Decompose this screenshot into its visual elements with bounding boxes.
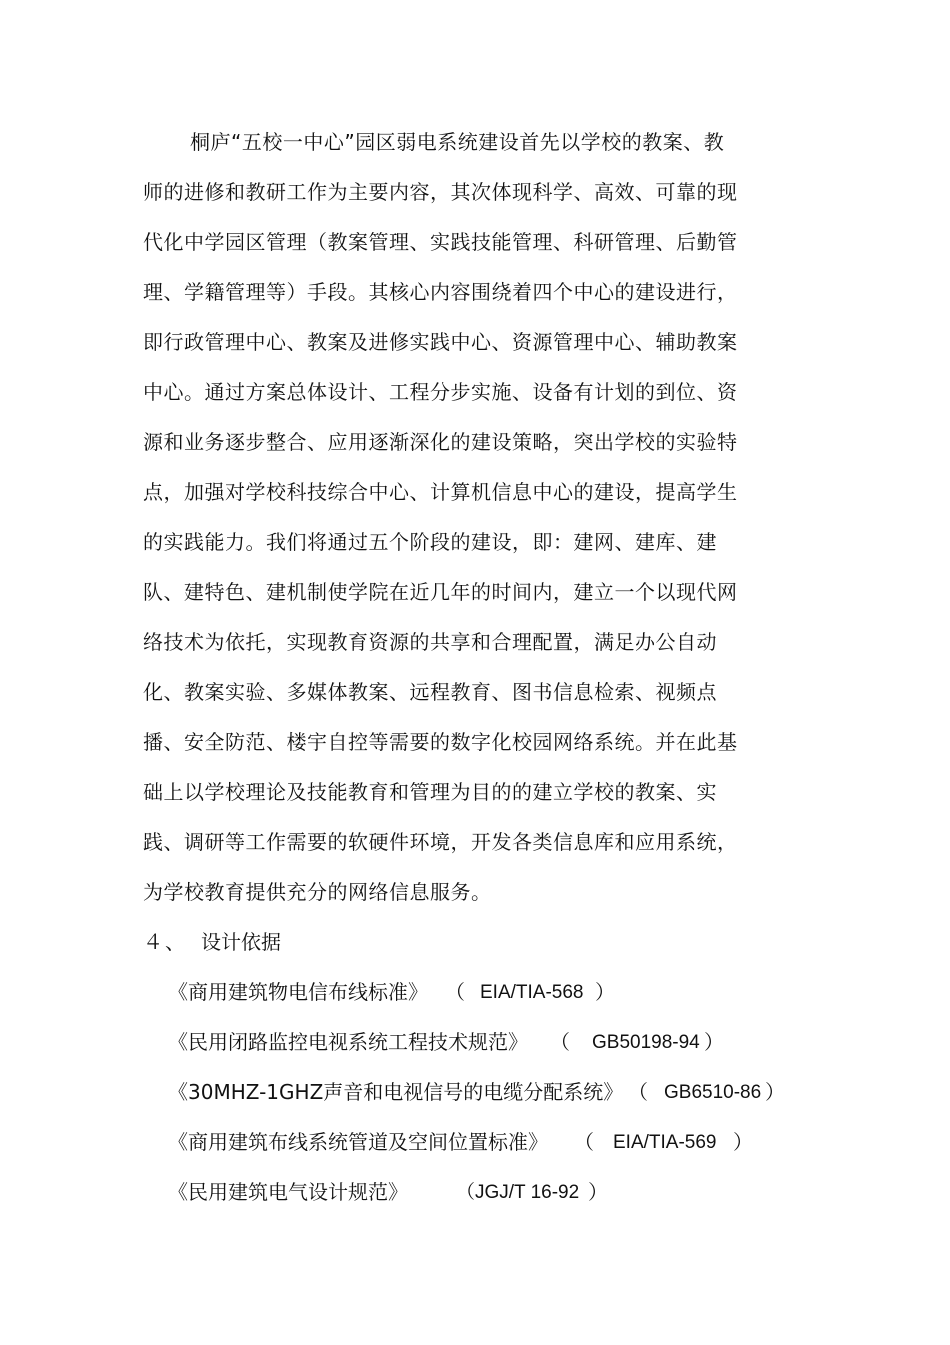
reference-code: EIA/TIA-568 — [480, 982, 584, 1003]
paragraph-line: 础上以学校理论及技能教育和管理为目的的建立学校的教案、实 — [143, 780, 717, 804]
paragraph-line: 桐庐“五校一中心”园区弱电系统建设首先以学校的教案、教 — [190, 130, 725, 154]
reference-open-paren: （ — [574, 1130, 594, 1154]
paragraph-line: 理、学籍管理等）手段。其核心内容围绕着四个中心的建设进行， — [143, 280, 738, 304]
paragraph-line: 源和业务逐步整合、应用逐渐深化的建设策略，突出学校的实验特 — [143, 430, 738, 454]
reference-close-paren: ） — [765, 1080, 785, 1104]
paragraph-line: 队、建特色、建机制使学院在近几年的时间内，建立一个以现代网 — [143, 580, 738, 604]
reference-open-paren: （ — [550, 1030, 570, 1054]
paragraph-line: 中心。通过方案总体设计、工程分步实施、设备有计划的到位、资 — [143, 380, 738, 404]
paragraph-line: 师的进修和教研工作为主要内容，其次体现科学、高效、可靠的现 — [143, 180, 738, 204]
paragraph-line: 为学校教育提供充分的网络信息服务。 — [143, 880, 492, 904]
reference-close-paren: ） — [588, 1180, 608, 1204]
reference-close-paren: ） — [733, 1130, 753, 1154]
reference-code: GB6510-86 — [664, 1082, 762, 1103]
paragraph-line: 践、调研等工作需要的软硬件环境，开发各类信息库和应用系统， — [143, 830, 738, 854]
reference-item — [168, 1029, 724, 1055]
paragraph-line: 代化中学园区管理（教案管理、实践技能管理、科研管理、后勤管 — [143, 230, 738, 254]
reference-close-paren: ） — [595, 980, 615, 1004]
reference-code: GB50198-94 — [592, 1032, 700, 1053]
reference-code: EIA/TIA-569 — [613, 1132, 717, 1153]
reference-open-paren: （ — [628, 1080, 648, 1104]
reference-item — [168, 1079, 785, 1105]
paragraph-line: 化、教案实验、多媒体教案、远程教育、图书信息检索、视频点 — [143, 680, 717, 704]
paragraph-line: 点，加强对学校科技综合中心、计算机信息中心的建设，提高学生 — [143, 480, 738, 504]
reference-open-paren: （ — [445, 980, 465, 1004]
reference-item — [168, 1179, 608, 1205]
reference-item — [168, 1129, 753, 1155]
reference-item — [168, 979, 615, 1005]
reference-title: 《民用闭路监控电视系统工程技术规范》 — [168, 1030, 528, 1054]
section-number: ４、 — [143, 930, 187, 954]
reference-title: 《商用建筑物电信布线标准》 — [168, 980, 428, 1004]
paragraph-line: 播、安全防范、楼宇自控等需要的数字化校园网络系统。并在此基 — [143, 730, 738, 754]
reference-code: （JGJ/T 16-92 — [456, 1182, 580, 1203]
reference-title: 《民用建筑电气设计规范》 — [168, 1180, 408, 1204]
section-heading — [143, 929, 281, 955]
section-title: 设计依据 — [201, 930, 281, 954]
paragraph-line: 络技术为依托，实现教育资源的共享和合理配置，满足办公自动 — [143, 630, 717, 654]
paragraph-line: 即行政管理中心、教案及进修实践中心、资源管理中心、辅助教案 — [143, 330, 738, 354]
paragraph-line: 的实践能力。我们将通过五个阶段的建设，即：建网、建库、建 — [143, 530, 717, 554]
reference-close-paren: ） — [704, 1030, 724, 1054]
reference-title: 《商用建筑布线系统管道及空间位置标准》 — [168, 1130, 548, 1154]
reference-title: 《30MHZ-1GHZ声音和电视信号的电缆分配系统》 — [168, 1080, 624, 1104]
